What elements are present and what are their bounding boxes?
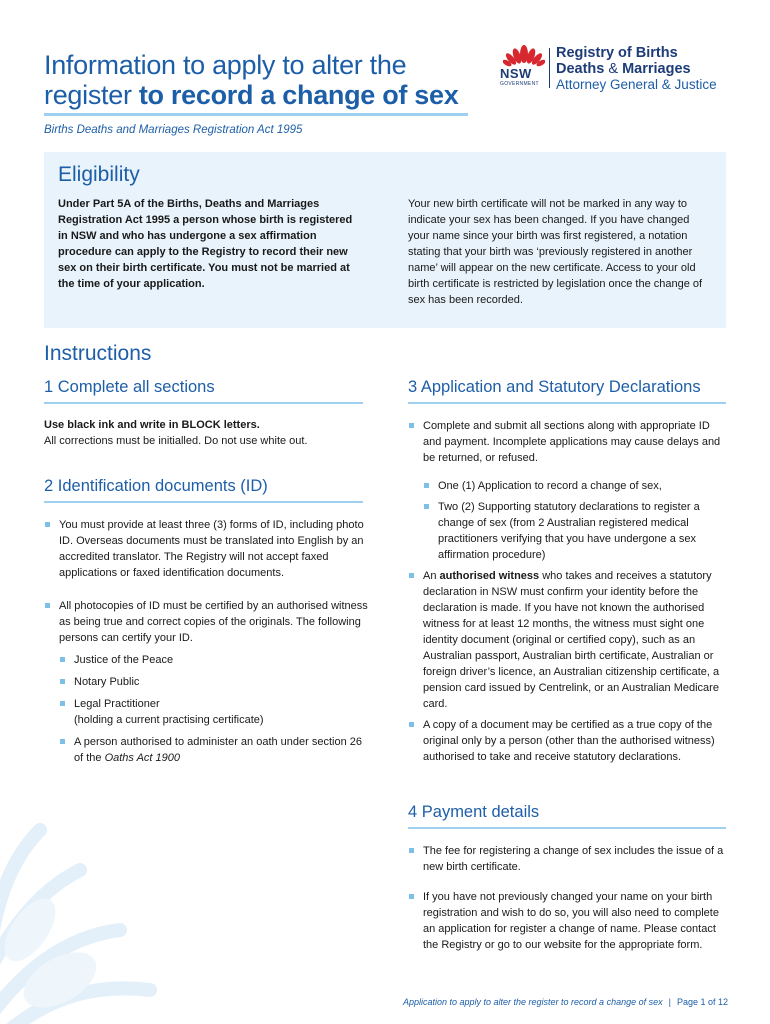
list-item: Complete and submit all sections along with appropriate ID and payment. Incomplete applications may cause delays and be returned, or refused.: [408, 418, 730, 466]
oaths-act-name: Oaths Act 1900: [104, 752, 180, 764]
title-line-2: [44, 80, 484, 110]
title-divider: [44, 113, 468, 116]
list-item: A copy of a document may be certified as a true copy of the original only by a person (other than the authorised witness) authorised to take and receive statutory declarations.: [408, 717, 730, 765]
list-item: Justice of the Peace: [59, 652, 369, 668]
logo-line-2: [556, 61, 756, 77]
waratah-watermark-icon: [0, 780, 210, 1024]
witness-text-b: who takes and receives a statutory declaration in NSW must confirm your identity before the declaration is made. If you have not known the authorised witness for at least 12 months, the witness must sight one identity document (original or certified copy), such as an Australian passport, Australian birth certificate, Australian or foreign driver’s licence, an Australian citizenship certificate, a pension card issued by Centrelink, or an Australian Medicare card.: [423, 570, 720, 710]
list-item: Two (2) Supporting statutory declarations to register a change of sex (from 2 Australian registered medical practitioners verifying that you have undergone a sex affirmation procedure): [423, 499, 730, 563]
instructions-heading: Instructions: [44, 342, 152, 365]
footer-doc-title: Application to apply to alter the register to record a change of sex: [402, 997, 663, 1007]
page-footer: [403, 997, 728, 1007]
logo-line-3: Attorney General & Justice: [556, 77, 717, 92]
authorised-witness-term: authorised witness: [439, 570, 540, 582]
section-1-body: All corrections must be initialled. Do not use white out.: [44, 435, 308, 447]
section-2-divider: [44, 501, 363, 503]
logo-divider: [549, 48, 550, 88]
eligibility-heading: Eligibility: [58, 163, 140, 186]
section-4-divider: [408, 827, 726, 829]
act-reference: Births Deaths and Marriages Registration Act 1995: [44, 124, 303, 136]
list-item: One (1) Application to record a change of sex,: [423, 478, 730, 494]
section-2-list: [44, 517, 369, 766]
section-1-divider: [44, 402, 363, 404]
registry-logo-text: [556, 45, 756, 93]
nsw-government-label: GOVERNMENT: [500, 81, 539, 87]
legal-practitioner-note: (holding a current practising certificate): [74, 714, 264, 726]
logo-line-2-amp: &: [604, 61, 623, 77]
list-item: [59, 734, 369, 766]
list-item: If you have not previously changed your name on your birth registration and wish to do so, you will also need to complete an application for register a change of name. Please contact the Registry or go to our website for the appropriate form.: [408, 889, 730, 953]
section-3-heading: 3 Application and Statutory Declarations: [408, 378, 701, 396]
section-4-list: [408, 843, 730, 953]
section-1-bold: Use black ink and write in BLOCK letters.: [44, 419, 260, 431]
waratah-logo-icon: [503, 44, 545, 68]
oath-text: A person authorised to administer an oath under section 26 of the: [74, 736, 363, 764]
logo-line-1: Registry of Births: [556, 45, 678, 61]
title-line-2-bold: to record a change of sex: [138, 80, 459, 110]
section-3-divider: [408, 402, 726, 404]
title-line-1: Information to apply to alter the: [44, 50, 407, 80]
title-line-2-normal: register: [44, 80, 139, 110]
footer-separator: |: [668, 997, 671, 1007]
section-2-heading: 2 Identification documents (ID): [44, 477, 268, 495]
list-item: The fee for registering a change of sex includes the issue of a new birth certificate.: [408, 843, 730, 875]
list-item: [59, 696, 369, 728]
page-title: [44, 50, 484, 110]
section-4-heading: 4 Payment details: [408, 803, 540, 821]
logo-line-2-a: Deaths: [556, 61, 605, 77]
nsw-wordmark: NSW: [500, 66, 532, 81]
eligibility-right-text: Your new birth certificate will not be marked in any way to indicate your sex has been changed. If you have changed your name since your birth was first registered, a notation stating that your birth was ‘previously registered in another name’ will appear on the new certificate. Access to your old birth certificate is restricted by legislation once the change of sex has been recorded.: [408, 198, 703, 306]
list-item: All photocopies of ID must be certified by an authorised witness as being true and correct copies of the originals. The following persons can certify your ID.: [44, 598, 369, 646]
list-item: You must provide at least three (3) forms of ID, including photo ID. Overseas documents must be translated into English by an accredited translator. The Registry will not accept faxed applications or faxed identification documents.: [44, 517, 369, 581]
section-1-text: [44, 417, 374, 449]
page-number: Page 1 of 12: [676, 997, 728, 1007]
list-item: [408, 568, 730, 712]
witness-text-a: An: [423, 570, 440, 582]
legal-practitioner-label: Legal Practitioner: [74, 698, 160, 710]
section-3-list: [408, 418, 730, 765]
list-item: Notary Public: [59, 674, 369, 690]
logo-line-2-b: Marriages: [622, 61, 691, 77]
eligibility-left-text: Under Part 5A of the Births, Deaths and Marriages Registration Act 1995 a person whose birth is registered in NSW and who has undergone a sex affirmation procedure can apply to the Registry to record their new sex on their birth certificate. You must not be married at the time of your application.: [58, 198, 353, 290]
section-1-heading: 1 Complete all sections: [44, 378, 215, 396]
